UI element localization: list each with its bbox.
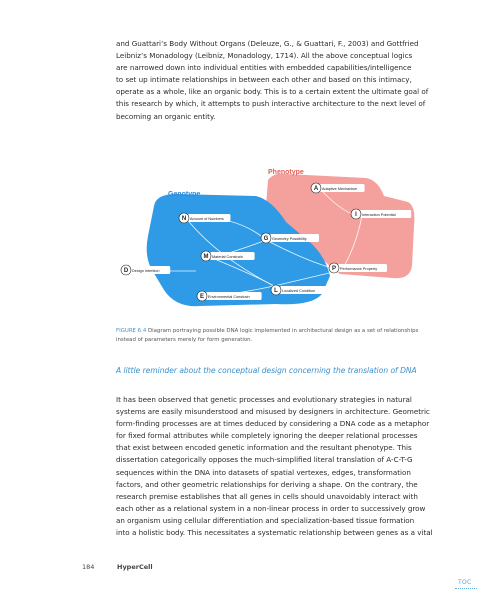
- paragraph-1-line: operate as a whole, like an organic body. This is to a certain extent the ultimate goal of: [116, 87, 429, 97]
- paragraph-2-line: It has been observed that genetic processes and evolutionary strategies in natural: [116, 395, 412, 404]
- paragraph-2-line: each other as a relational system in a non-linear process in order to successively grow: [116, 503, 426, 513]
- node-letter: I: [355, 212, 357, 219]
- node-text: Amount of Numbers: [190, 216, 224, 221]
- node-letter: A: [313, 186, 319, 193]
- node-text: Environmental Constrain: [208, 294, 250, 299]
- paragraph-2-line: form-finding processes are at times deduced by considering a DNA code as a metaphor: [116, 419, 430, 429]
- phenotype-title: Phenotype: [268, 169, 304, 176]
- node-letter: P: [331, 266, 337, 273]
- page-number: 184: [82, 563, 95, 571]
- node-text: Geometry Possibility: [272, 236, 307, 241]
- node-letter: M: [203, 254, 209, 261]
- figure-caption-text: Diagram portraying possible DNA logic implemented in architectural design as a set of relationships instead of parameters merely for form generation.: [116, 328, 419, 343]
- node-text: Material Constrain: [212, 254, 243, 259]
- paragraph-2-line: into a holistic body. This necessitates a systematic relationship between genes as a vital: [116, 528, 433, 538]
- node-text: Design Intention: [132, 268, 160, 273]
- paragraph-1-line: this research by which, it attempts to push interactive architecture to the next level of: [116, 99, 426, 109]
- genotype-title: Genotype: [168, 191, 201, 198]
- node-text: Interaction Potential: [362, 212, 396, 217]
- node-letter: G: [263, 236, 269, 243]
- paragraph-2-line: that exist between encoded genetic information and the resultant phenotype. This: [116, 443, 412, 453]
- paragraph-2-line: dissertation categorically opposes the much-simplified literal translation of A-C-T-G: [116, 455, 413, 465]
- figure-label: FIGURE 6.4: [116, 328, 147, 334]
- toc-link[interactable]: TOC: [458, 579, 472, 586]
- node-text: Performance Property: [340, 266, 378, 271]
- dna-diagram: [116, 166, 434, 316]
- node-text: Adaptive Mechanism: [322, 186, 358, 191]
- paragraph-1: [116, 38, 434, 123]
- paragraph-1-line: to set up intimate relationships in between each other and based on this intimacy,: [116, 75, 412, 85]
- node-letter: N: [181, 216, 187, 223]
- toc-underline: [455, 588, 477, 589]
- node-letter: D: [123, 268, 129, 275]
- paragraph-1-line: Leibniz’s Monadology (Leibniz, Monadology, 1714). All the above conceptual logics: [116, 51, 413, 61]
- paragraph-2-line: for fixed formal attributes while completely ignoring the deeper relational processes: [116, 431, 418, 441]
- paragraph-2: [116, 394, 434, 539]
- paragraph-2-line: research premise establishes that all genes in cells should unavoidably interact with: [116, 491, 418, 501]
- paragraph-2-line: sequences within the DNA into datasets of spatial vertexes, edges, transformation: [116, 467, 411, 477]
- paragraph-1-line: becoming an organic entity.: [116, 111, 216, 121]
- node-letter: L: [274, 288, 278, 295]
- section-subheading: A little reminder about the conceptual design concerning the translation of DNA: [116, 366, 417, 375]
- figure-caption: [116, 327, 434, 344]
- paragraph-1-line: and Guattari’s Body Without Organs (Deleuze, G., & Guattari, F., 2003) and Gottfried: [116, 39, 419, 48]
- paragraph-2-line: an organism using cellular differentiation and specialization-based tissue formation: [116, 515, 415, 525]
- paragraph-2-line: systems are easily misunderstood and misused by designers in architecture. Geometric: [116, 407, 430, 417]
- paragraph-1-line: are narrowed down into individual entities with embedded capabilities/intelligence: [116, 63, 412, 73]
- node-text: Localized Condition: [282, 288, 316, 293]
- paragraph-2-line: factors, and other geometric relationships for deriving a shape. On the contrary, the: [116, 479, 418, 489]
- node-letter: E: [199, 294, 205, 301]
- book-title: HyperCell: [117, 563, 153, 571]
